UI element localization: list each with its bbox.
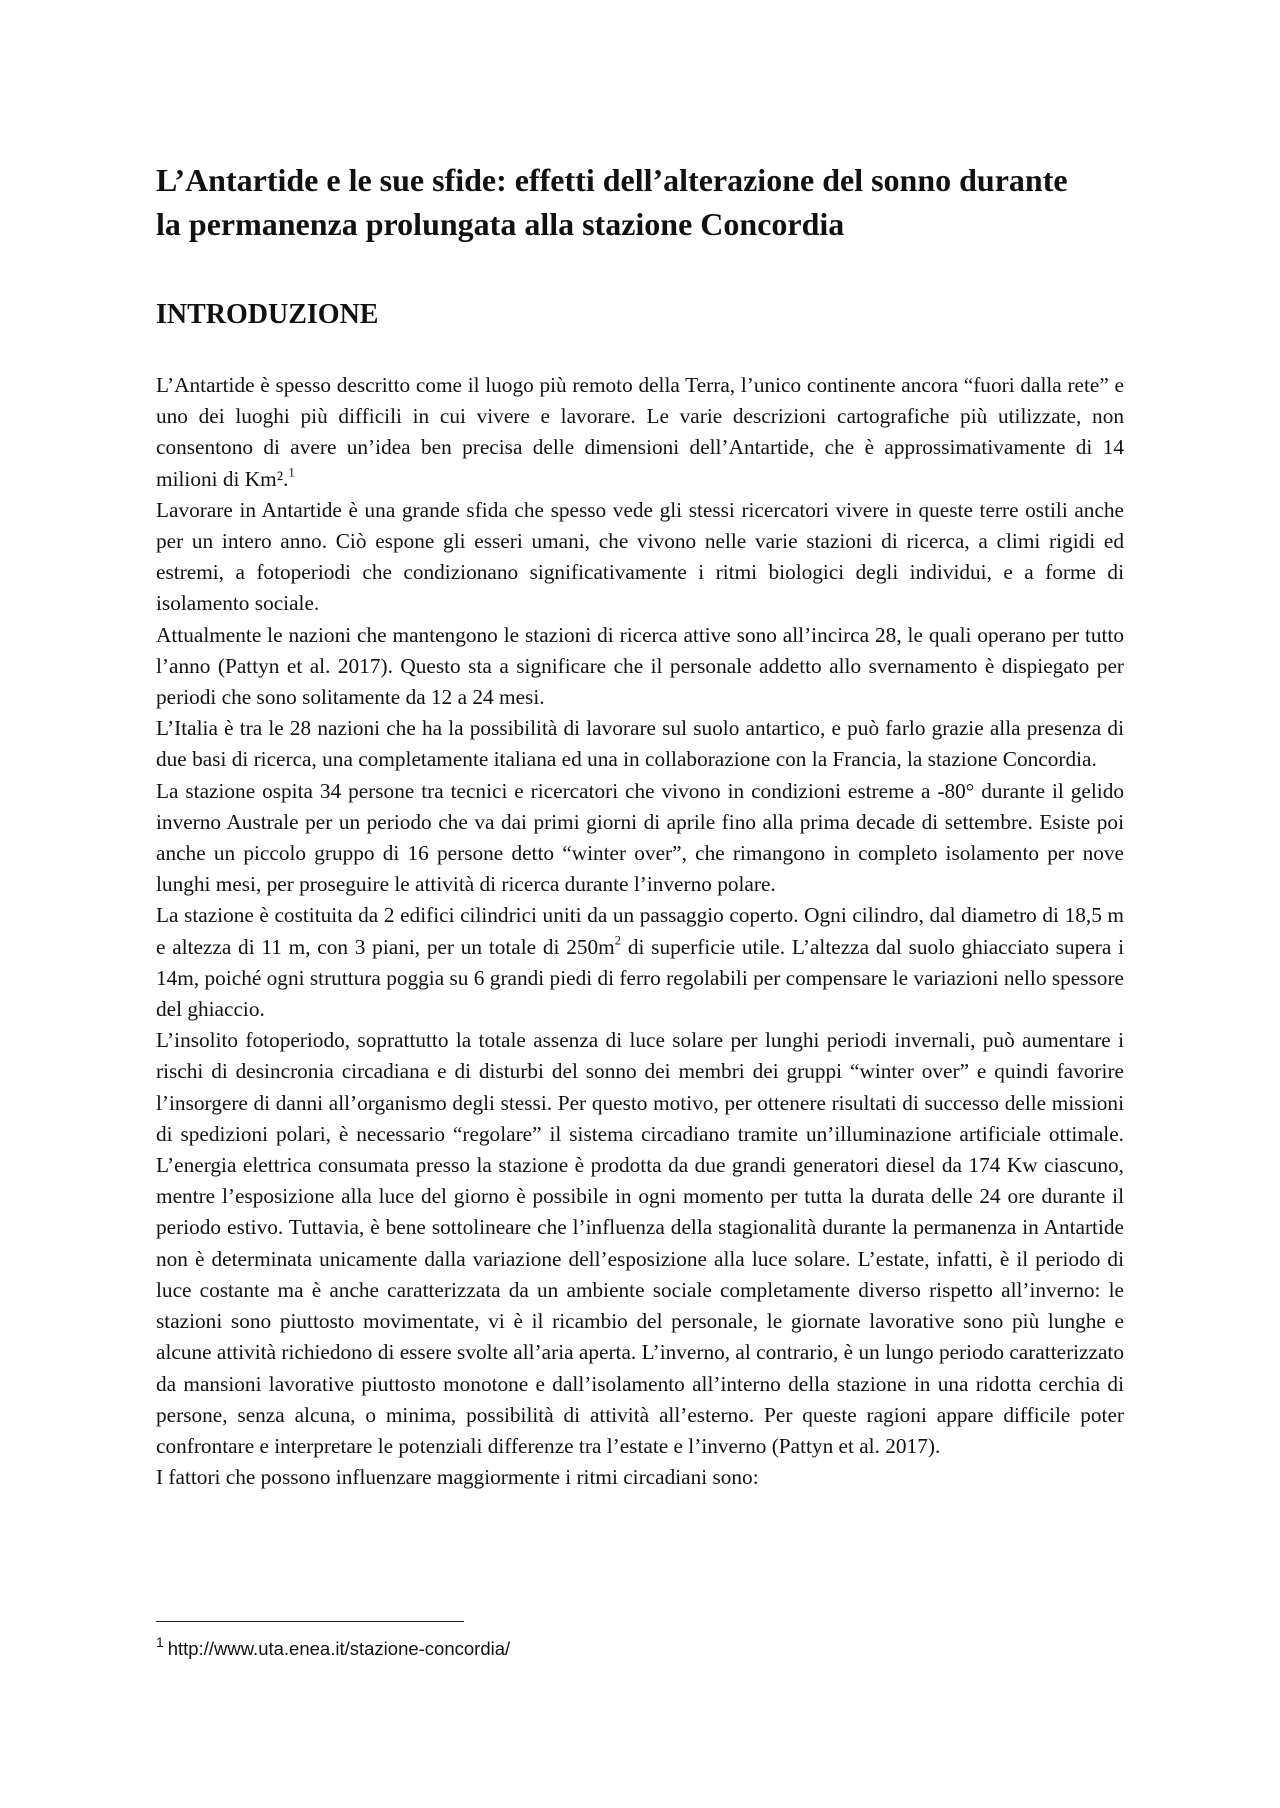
- body-text: [156, 370, 1124, 1493]
- footnote-1: [156, 1633, 511, 1662]
- section-heading-introduzione: INTRODUZIONE: [156, 299, 379, 330]
- footnote-url: http://www.uta.enea.it/stazione-concordia/: [167, 1638, 511, 1659]
- paragraph-4: L’Italia è tra le 28 nazioni che ha la possibilità di lavorare sul suolo antartico, e può farlo grazie alla presenza di due basi di ricerca, una completamente italiana ed una in collaborazione con la Francia, la stazione Concordia.: [156, 716, 1124, 772]
- paragraph-8: I fattori che possono influenzare maggiormente i ritmi circadiani sono:: [156, 1465, 759, 1490]
- paragraph-1: [156, 370, 1124, 495]
- footnote-number: 1: [156, 1633, 164, 1650]
- paragraph-6-text-end: di superficie utile. L’altezza dal suolo ghiacciato supera i 14m, poiché ogni struttura poggia su 6 grandi piedi di ferro regolabili per compensare le variazioni nello spessore del ghiaccio.: [156, 934, 1124, 1022]
- paragraph-2: Lavorare in Antartide è una grande sfida che spesso vede gli stessi ricercatori vivere in queste terre ostili anche per un intero anno. Ciò espone gli esseri umani, che vivono nelle varie stazioni di ricerca, a climi rigidi ed estremi, a fotoperiodi che condizionano significativamente i ritmi biologici degli individui, e a forme di isolamento sociale.: [156, 497, 1124, 616]
- paragraph-1-text: L’Antartide è spesso descritto come il luogo più remoto della Terra, l’unico continente ancora “fuori dalla rete” e uno dei luoghi più difficili in cui vivere e lavorare. Le varie descrizioni cartografiche più utilizzate, non consentono di avere un’idea ben precisa delle dimensioni dell’Antartide, che è approssimativamente di 14 milioni di Km².: [156, 373, 1124, 491]
- paragraph-3: Attualmente le nazioni che mantengono le stazioni di ricerca attive sono all’incirca 28, le quali operano per tutto l’anno (Pattyn et al. 2017). Questo sta a significare che il personale addetto allo svernamento è dispiegato per periodi che sono solitamente da 12 a 24 mesi.: [156, 622, 1124, 710]
- footnote-ref-1: 1: [288, 465, 295, 480]
- paragraph-7: L’insolito fotoperiodo, soprattutto la totale assenza di luce solare per lunghi periodi invernali, può aumentare i rischi di desincronia circadiana e di disturbi del sonno dei membri dei gruppi “winter over” e quindi favorire l’insorgere di danni all’organismo degli stessi. Per questo motivo, per ottenere risultati di successo delle missioni di spedizioni polari, è necessario “regolare” il sistema circadiano tramite un’illuminazione artificiale ottimale. L’energia elettrica consumata presso la stazione è prodotta da due grandi generatori diesel da 174 Kw ciascuno, mentre l’esposizione alla luce del giorno è possibile in ogni momento per tutta la durata delle 24 ore durante il periodo estivo. Tuttavia, è bene sottolineare che l’influenza della stagionalità durante la permanenza in Antartide non è determinata unicamente dalla variazione dell’esposizione alla luce solare. L’estate, infatti, è il periodo di luce costante ma è anche caratterizzata da un ambiente sociale completamente diverso rispetto all’inverno: le stazioni sono piuttosto movimentate, vi è il ricambio del personale, le giornate lavorative sono più lunghe e alcune attività richiedono di essere svolte all’aria aperta. L’inverno, al contrario, è un lungo periodo caratterizzato da mansioni lavorative piuttosto monotone e dall’isolamento all’interno della stazione in una ridotta cerchia di persone, senza alcuna, o minima, possibilità di attività all’esterno. Per queste ragioni appare difficile poter confrontare e interpretare le potenziali differenze tra l’estate e l’inverno (Pattyn et al. 2017).: [156, 1028, 1124, 1458]
- paragraph-6: [156, 900, 1124, 1025]
- footnote-separator: [156, 1621, 464, 1622]
- paragraph-6-text-start: La stazione è costituita da 2 edifici cilindrici uniti da un passaggio coperto. Ogni cilindro, dal diametro di 18,5 m e altezza di 11 m, con 3 piani, per un totale di 250m: [156, 903, 1124, 959]
- superscript-squared: 2: [614, 933, 622, 948]
- paragraph-5: La stazione ospita 34 persone tra tecnici e ricercatori che vivono in condizioni estreme a -80° durante il gelido inverno Australe per un periodo che va dai primi giorni di aprile fino alla prima decade di settembre. Esiste poi anche un piccolo gruppo di 16 persone detto “winter over”, che rimangono in completo isolamento per nove lunghi mesi, per proseguire le attività di ricerca durante l’inverno polare.: [156, 778, 1124, 897]
- document-title: L’Antartide e le sue sfide: effetti dell’alterazione del sonno durante la permanenza prolungata alla stazione Concordia: [156, 162, 1068, 242]
